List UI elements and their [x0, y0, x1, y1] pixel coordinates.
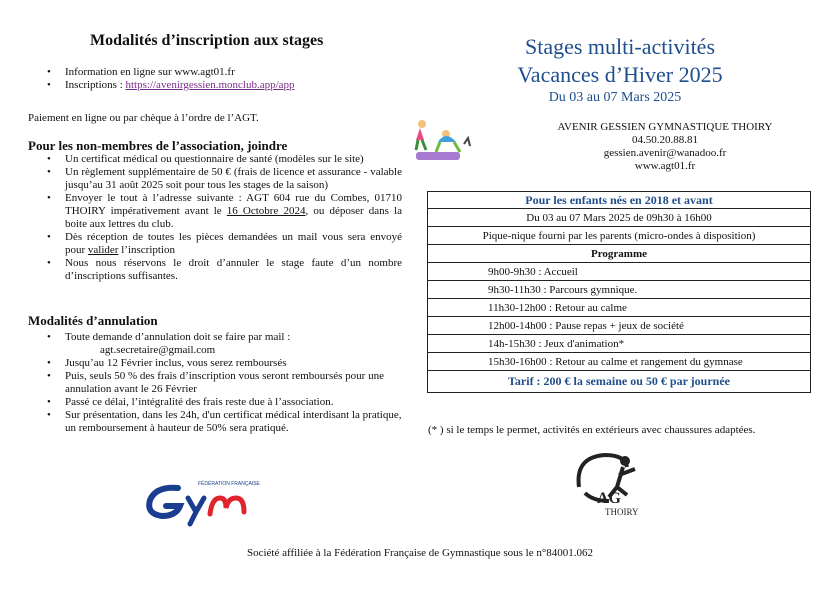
stage-dates: Du 03 au 07 Mars 2025 — [548, 90, 682, 105]
validation-text-end: l’inscription — [118, 244, 175, 256]
club-phone: 04.50.20.88.81 — [632, 134, 698, 146]
stage-subtitle: Vacances d’Hiver 2025 — [517, 62, 723, 87]
price-row: Tarif : 200 € la semaine ou 50 € par journée — [427, 371, 811, 393]
list-item: • Nous nous réservons le droit d’annuler le stage faute d’un nombre d’inscriptions suffisantes. — [30, 257, 402, 283]
inscriptions-link[interactable]: https://avenirgessien.monclub.app/app — [125, 79, 295, 91]
program-heading: Programme — [427, 245, 811, 263]
club-website[interactable]: www.agt01.fr — [634, 160, 696, 172]
cancel-list — [30, 331, 402, 435]
ffg-top-text: FÉDÉRATION FRANÇAISE — [198, 481, 260, 487]
list-item: • Passé ce délai, l’intégralité des frais reste due à l’association. — [30, 396, 402, 409]
info-website: • Information en ligne sur www.agt01.fr — [30, 66, 410, 79]
footer: Société affiliée à la Fédération Française de Gymnastique sous le n°84001.062 — [246, 547, 594, 559]
inscriptions-label: Inscriptions : — [65, 79, 126, 91]
table-schedule: Du 03 au 07 Mars 2025 de 09h30 à 16h00 — [427, 209, 811, 227]
ffg-logo — [136, 476, 260, 528]
table-header: Pour les enfants nés en 2018 et avant — [427, 191, 811, 209]
agt-logo — [565, 447, 653, 523]
agt-letters: AG — [597, 490, 621, 507]
non-members-list — [30, 153, 402, 283]
address-text-end: , ou déposer dans la boite aux lettres du club. — [65, 205, 402, 230]
table-lunch: Pique-nique fourni par les parents (micro-ondes à disposition) — [427, 227, 811, 245]
club-name: AVENIR GESSIEN GYMNASTIQUE THOIRY — [557, 121, 773, 133]
stage-title: Stages multi-activités — [524, 34, 716, 59]
club-email[interactable]: gessien.avenir@wanadoo.fr — [603, 147, 727, 159]
club-info — [520, 121, 810, 173]
kids-illustration — [410, 118, 474, 166]
table-row: 15h30-16h00 : Retour au calme et rangement du gymnase — [427, 353, 811, 371]
table-row: 9h00-9h30 : Accueil — [427, 263, 811, 281]
list-item — [30, 231, 402, 257]
table-row: 9h30-11h30 : Parcours gymnique. — [427, 281, 811, 299]
validate-word: valider — [87, 244, 119, 256]
list-item: • Un certificat médical ou questionnaire de santé (modèles sur le site) — [30, 153, 402, 166]
table-row: 12h00-14h00 : Pause repas + jeux de société — [427, 317, 811, 335]
validation-text: Dès réception de toutes les pièces demandées un mail vous sera envoyé pour — [65, 231, 402, 256]
list-item: • Sur présentation, dans les 24h, d'un certificat médical interdisant la pratique, un remboursement à hauteur de 50% sera pratiqué. — [30, 409, 402, 435]
payment-text: Paiement en ligne ou par chèque à l’ordre de l’AGT. — [28, 112, 259, 124]
footnote: (* ) si le temps le permet, activités en extérieurs avec chaussures adaptées. — [428, 424, 756, 436]
list-item: • Un règlement supplémentaire de 50 € (frais de licence et assurance - valable jusqu’au 31 août 2025 soit pour tous les stages de la saison) — [30, 166, 402, 192]
cancel-heading: Modalités d’annulation — [28, 313, 158, 328]
left-title: Modalités d’inscription aux stages — [90, 32, 324, 49]
table-row: 11h30-12h00 : Retour au calme — [427, 299, 811, 317]
info-inscriptions — [30, 79, 410, 92]
list-item: • Puis, seuls 50 % des frais d’inscription vous seront remboursés pour une annulation avant le 26 Février — [30, 370, 402, 396]
cancel-email[interactable]: agt.secretaire@gmail.com — [100, 344, 216, 356]
info-list — [30, 66, 410, 92]
program-table — [427, 191, 811, 393]
deadline-date: 16 Octobre 2024 — [226, 205, 306, 217]
agt-logo-text: THOIRY — [605, 507, 639, 517]
list-item — [30, 192, 402, 231]
list-item: • Toute demande d’annulation doit se faire par mail : — [30, 331, 402, 344]
list-item: • Jusqu’au 12 Février inclus, vous serez remboursés — [30, 357, 402, 370]
address-text: Envoyer le tout à l’adresse suivante : AGT 604 rue du Combes, 01710 THOIRY impérativement avant le — [65, 192, 402, 217]
non-members-heading: Pour les non-membres de l’association, joindre — [28, 138, 288, 153]
table-row: 14h-15h30 : Jeux d'animation* — [427, 335, 811, 353]
